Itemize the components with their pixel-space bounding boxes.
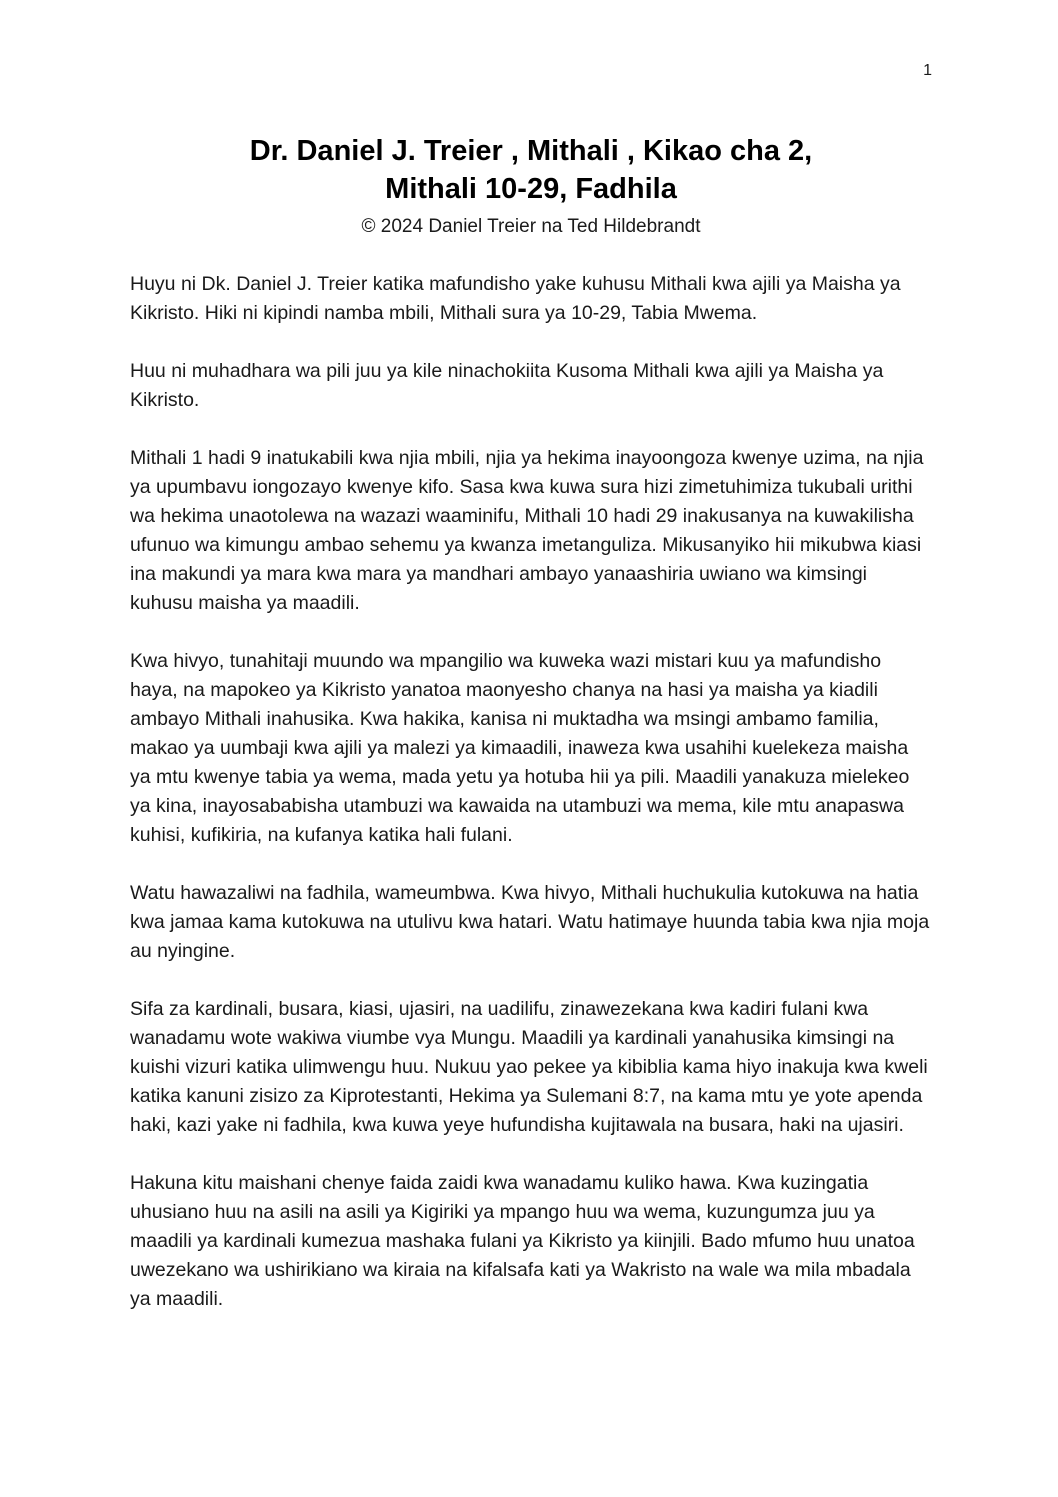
paragraph: Watu hawazaliwi na fadhila, wameumbwa. Kwa hivyo, Mithali huchukulia kutokuwa na hatia kwa jamaa kama kutokuwa na utulivu kwa hatari. Watu hatimaye huunda tabia kwa njia moja au nyingine. [130, 882, 930, 962]
copyright-line: © 2024 Daniel Treier na Ted Hildebrandt [361, 216, 701, 237]
paragraph: Kwa hivyo, tunahitaji muundo wa mpangilio wa kuweka wazi mistari kuu ya mafundisho haya, na mapokeo ya Kikristo yanatoa maonyesho chanya na hasi ya maisha ya kiadili ambayo Mithali inahusika. Kwa hakika, kanisa ni muktadha wa msingi ambamo familia, makao ya uumbaji kwa ajili ya malezi ya kimaadili, inaweza kwa usahihi kuelekeza maisha ya mtu kwenye tabia ya wema, mada yetu ya hotuba hii ya pili. Maadili yanakuza mielekeo ya kina, inayosababisha utambuzi wa kawaida na utambuzi wa mema, kile mtu anapaswa kuhisi, kufikiria, na kufanya katika hali fulani. [130, 650, 910, 846]
paragraph: Mithali 1 hadi 9 inatukabili kwa njia mbili, njia ya hekima inayoongoza kwenye uzima, na njia ya upumbavu iongozayo kwenye kifo. Sasa kwa kuwa sura hizi zimetuhimiza tukubali urithi wa hekima unaotolewa na wazazi waaminifu, Mithali 10 hadi 29 inakusanya na kuwakilisha ufunuo wa kimungu ambao sehemu ya kwanza imetangulizа. Mikusanyiko hii mikubwa kiasi ina makundi ya mara kwa mara ya mandhari ambayo yanaashiria uwiano wa kimsingi kuhusu maisha ya maadili. [130, 447, 924, 614]
document-title [130, 132, 932, 208]
body-paragraphs [130, 270, 932, 1314]
document-content [130, 132, 932, 1343]
paragraph: Sifa za kardinali, busara, kiasi, ujasiri, na uadilifu, zinawezekana kwa kadiri fulani kwa wanadamu wote wakiwa viumbe vya Mungu. Maadili ya kardinali yanahusika kimsingi na kuishi vizuri katika ulimwengu huu. Nukuu yao pekee ya kibiblia kama hiyo inakuja kwa kweli katika kanuni zisizo za Kiprotestanti, Hekima ya Sulemani 8:7, na kama mtu ye yote apenda haki, kazi yake ni fadhila, kwa kuwa yeye hufundisha kujitawala na busara, haki na ujasiri. [130, 998, 928, 1136]
paragraph: Hakuna kitu maishani chenye faida zaidi kwa wanadamu kuliko hawa. Kwa kuzingatia uhusiano huu na asili na asili ya Kigiriki ya mpango huu wa wema, kuzungumza juu ya maadili ya kardinali kumezua mashaka fulani ya Kikristo ya kiinjili. Bado mfumo huu unatoa uwezekano wa ushirikiano wa kiraia na kifalsafa kati ya Wakristo na wale wa mila mbadala ya maadili. [130, 1172, 915, 1310]
paragraph: Huyu ni Dk. Daniel J. Treier katika mafundisho yake kuhusu Mithali kwa ajili ya Maisha ya Kikristo. Hiki ni kipindi namba mbili, Mithali sura ya 10-29, Tabia Mwema. [130, 273, 901, 324]
document-title-line1: Dr. Daniel J. Treier , Mithali , Kikao cha 2, [249, 135, 813, 167]
paragraph: Huu ni muhadhara wa pili juu ya kile ninachokiita Kusoma Mithali kwa ajili ya Maisha ya Kikristo. [130, 360, 884, 411]
page-number: 1 [923, 62, 932, 79]
document-title-line2: Mithali 10-29, Fadhila [385, 173, 677, 205]
